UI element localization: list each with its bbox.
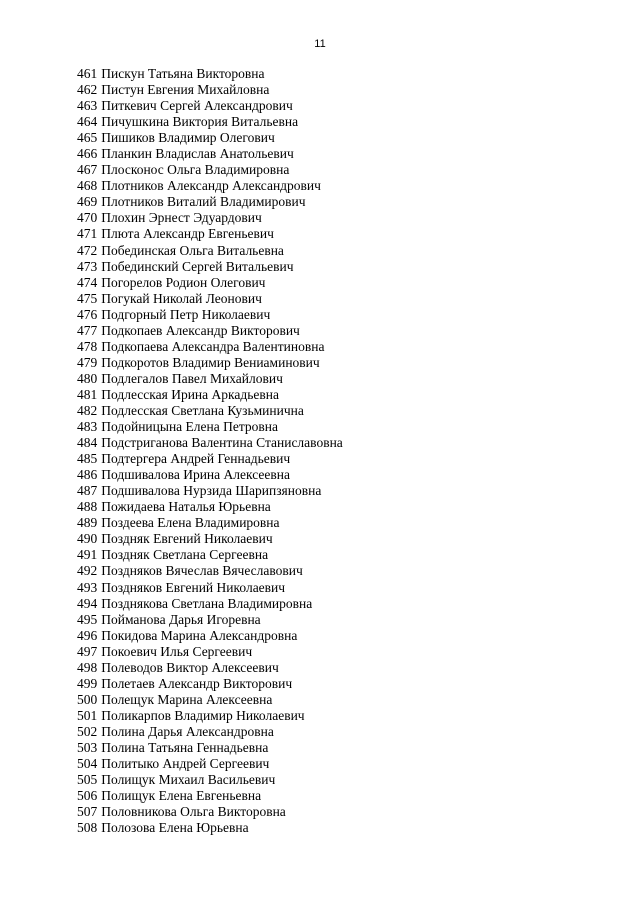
list-item — [77, 531, 343, 547]
entry-full-name: Подлесская Ирина Аркадьевна — [101, 386, 279, 402]
entry-full-name: Подстриганова Валентина Станиславовна — [101, 435, 343, 451]
entry-number: 488 — [77, 499, 98, 515]
entry-full-name: Пишиков Владимир Олегович — [101, 130, 275, 146]
entry-full-name: Поздняк Светлана Сергеевна — [101, 547, 269, 563]
list-item — [77, 403, 343, 419]
entry-number: 466 — [77, 146, 98, 162]
entry-number: 479 — [77, 354, 98, 370]
entry-full-name: Полина Дарья Александровна — [101, 723, 274, 739]
entry-number: 481 — [77, 386, 98, 402]
entry-number: 461 — [77, 66, 98, 81]
entry-number: 464 — [77, 114, 98, 130]
list-item — [77, 275, 343, 291]
entry-full-name: Питкевич Сергей Александрович — [101, 98, 293, 114]
entry-full-name: Пичушкина Виктория Витальевна — [101, 114, 299, 130]
entry-number: 495 — [77, 611, 98, 627]
entry-full-name: Подойницына Елена Петровна — [101, 419, 279, 435]
entry-number: 508 — [77, 820, 98, 836]
entry-full-name: Погукай Николай Леонович — [101, 290, 262, 306]
entry-full-name: Полозова Елена Юрьевна — [101, 820, 249, 836]
entry-number: 480 — [77, 370, 98, 386]
entry-number: 470 — [77, 210, 98, 226]
entry-full-name: Подшивалова Ирина Алексеевна — [101, 467, 290, 483]
entry-number: 504 — [77, 756, 98, 772]
entry-full-name: Подгорный Петр Николаевич — [101, 306, 271, 322]
entry-full-name: Половникова Ольга Викторовна — [101, 804, 286, 820]
list-item — [77, 210, 343, 226]
entry-number: 503 — [77, 739, 98, 755]
entry-number: 506 — [77, 788, 98, 804]
list-item — [77, 371, 343, 387]
entry-full-name: Полеводов Виктор Алексеевич — [101, 659, 279, 675]
entry-full-name: Погорелов Родион Олегович — [101, 274, 266, 290]
entry-full-name: Подшивалова Нурзида Шарипзяновна — [101, 483, 322, 499]
entry-number: 490 — [77, 531, 98, 547]
list-item — [77, 644, 343, 660]
list-item — [77, 194, 343, 210]
list-item — [77, 98, 343, 114]
entry-number: 497 — [77, 643, 98, 659]
list-item — [77, 146, 343, 162]
entry-full-name: Полещук Марина Алексеевна — [101, 691, 273, 707]
entry-number: 498 — [77, 659, 98, 675]
list-item — [77, 243, 343, 259]
list-item — [77, 307, 343, 323]
entry-full-name: Побединская Ольга Витальевна — [101, 242, 284, 258]
list-item — [77, 323, 343, 339]
entry-full-name: Пойманова Дарья Игоревна — [101, 611, 261, 627]
entry-number: 491 — [77, 547, 98, 563]
list-item — [77, 435, 343, 451]
entry-full-name: Поздняк Евгений Николаевич — [101, 531, 273, 547]
entry-number: 494 — [77, 595, 98, 611]
list-item — [77, 724, 343, 740]
entry-number: 474 — [77, 274, 98, 290]
entry-full-name: Подкопаева Александра Валентиновна — [101, 338, 325, 354]
entry-full-name: Подлегалов Павел Михайлович — [101, 370, 283, 386]
list-item — [77, 580, 343, 596]
entry-number: 499 — [77, 675, 98, 691]
entry-number: 483 — [77, 419, 98, 435]
list-item — [77, 820, 343, 836]
entry-full-name: Поликарпов Владимир Николаевич — [101, 707, 305, 723]
entry-number: 482 — [77, 402, 98, 418]
entry-number: 492 — [77, 563, 98, 579]
entry-full-name: Плохин Эрнест Эдуардович — [101, 210, 262, 226]
list-item — [77, 628, 343, 644]
entry-number: 505 — [77, 772, 98, 788]
entry-number: 465 — [77, 130, 98, 146]
entry-number: 502 — [77, 723, 98, 739]
entry-number: 500 — [77, 691, 98, 707]
entry-full-name: Пожидаева Наталья Юрьевна — [101, 499, 271, 515]
list-item — [77, 756, 343, 772]
list-item — [77, 387, 343, 403]
list-item — [77, 676, 343, 692]
entry-number: 501 — [77, 707, 98, 723]
entry-number: 463 — [77, 98, 98, 114]
entry-full-name: Покоевич Илья Сергеевич — [101, 643, 253, 659]
list-item — [77, 660, 343, 676]
entry-number: 493 — [77, 579, 98, 595]
entry-number: 489 — [77, 515, 98, 531]
list-item — [77, 804, 343, 820]
entry-number: 471 — [77, 226, 98, 242]
list-item — [77, 419, 343, 435]
list-item — [77, 612, 343, 628]
entry-full-name: Полищук Михаил Васильевич — [101, 772, 276, 788]
entry-full-name: Полищук Елена Евгеньевна — [101, 788, 262, 804]
list-item — [77, 162, 343, 178]
entry-full-name: Плосконос Ольга Владимировна — [101, 162, 290, 178]
entry-number: 467 — [77, 162, 98, 178]
list-item — [77, 563, 343, 579]
entry-full-name: Подкоротов Владимир Вениаминович — [101, 354, 320, 370]
list-item — [77, 740, 343, 756]
entry-number: 477 — [77, 322, 98, 338]
list-item — [77, 66, 343, 82]
page-number: 11 — [314, 38, 326, 50]
entry-number: 496 — [77, 627, 98, 643]
entry-full-name: Подкопаев Александр Викторович — [101, 322, 300, 338]
name-list — [77, 66, 343, 836]
list-item — [77, 82, 343, 98]
entry-full-name: Полина Татьяна Геннадьевна — [101, 739, 269, 755]
entry-full-name: Побединский Сергей Витальевич — [101, 258, 294, 274]
list-item — [77, 708, 343, 724]
entry-number: 476 — [77, 306, 98, 322]
list-item — [77, 451, 343, 467]
entry-number: 487 — [77, 483, 98, 499]
entry-full-name: Поздняков Вячеслав Вячеславович — [101, 563, 303, 579]
entry-number: 485 — [77, 451, 98, 467]
list-item — [77, 130, 343, 146]
entry-number: 507 — [77, 804, 98, 820]
entry-number: 462 — [77, 82, 98, 98]
entry-number: 468 — [77, 178, 98, 194]
list-item — [77, 483, 343, 499]
entry-number: 469 — [77, 194, 98, 210]
list-item — [77, 692, 343, 708]
entry-full-name: Планкин Владислав Анатольевич — [101, 146, 294, 162]
entry-full-name: Плотников Виталий Владимирович — [101, 194, 306, 210]
entry-full-name: Пискун Татьяна Викторовна — [101, 66, 265, 81]
list-item — [77, 291, 343, 307]
list-item — [77, 772, 343, 788]
entry-number: 472 — [77, 242, 98, 258]
list-item — [77, 596, 343, 612]
entry-full-name: Пистун Евгения Михайловна — [101, 82, 270, 98]
list-item — [77, 515, 343, 531]
list-item — [77, 226, 343, 242]
list-item — [77, 547, 343, 563]
entry-number: 486 — [77, 467, 98, 483]
entry-full-name: Поздеева Елена Владимировна — [101, 515, 280, 531]
entry-number: 473 — [77, 258, 98, 274]
entry-full-name: Полетаев Александр Викторович — [101, 675, 293, 691]
entry-full-name: Поздняков Евгений Николаевич — [101, 579, 286, 595]
entry-full-name: Подтергера Андрей Геннадьевич — [101, 451, 291, 467]
list-item — [77, 178, 343, 194]
list-item — [77, 259, 343, 275]
entry-number: 475 — [77, 290, 98, 306]
entry-full-name: Политыко Андрей Сергеевич — [101, 756, 270, 772]
entry-full-name: Плюта Александр Евгеньевич — [101, 226, 274, 242]
list-item — [77, 339, 343, 355]
list-item — [77, 114, 343, 130]
entry-number: 484 — [77, 435, 98, 451]
entry-number: 478 — [77, 338, 98, 354]
entry-full-name: Плотников Александр Александрович — [101, 178, 321, 194]
list-item — [77, 355, 343, 371]
list-item — [77, 467, 343, 483]
list-item — [77, 788, 343, 804]
list-item — [77, 499, 343, 515]
entry-full-name: Позднякова Светлана Владимировна — [101, 595, 313, 611]
entry-full-name: Покидова Марина Александровна — [101, 627, 298, 643]
entry-full-name: Подлесская Светлана Кузьминична — [101, 402, 304, 418]
